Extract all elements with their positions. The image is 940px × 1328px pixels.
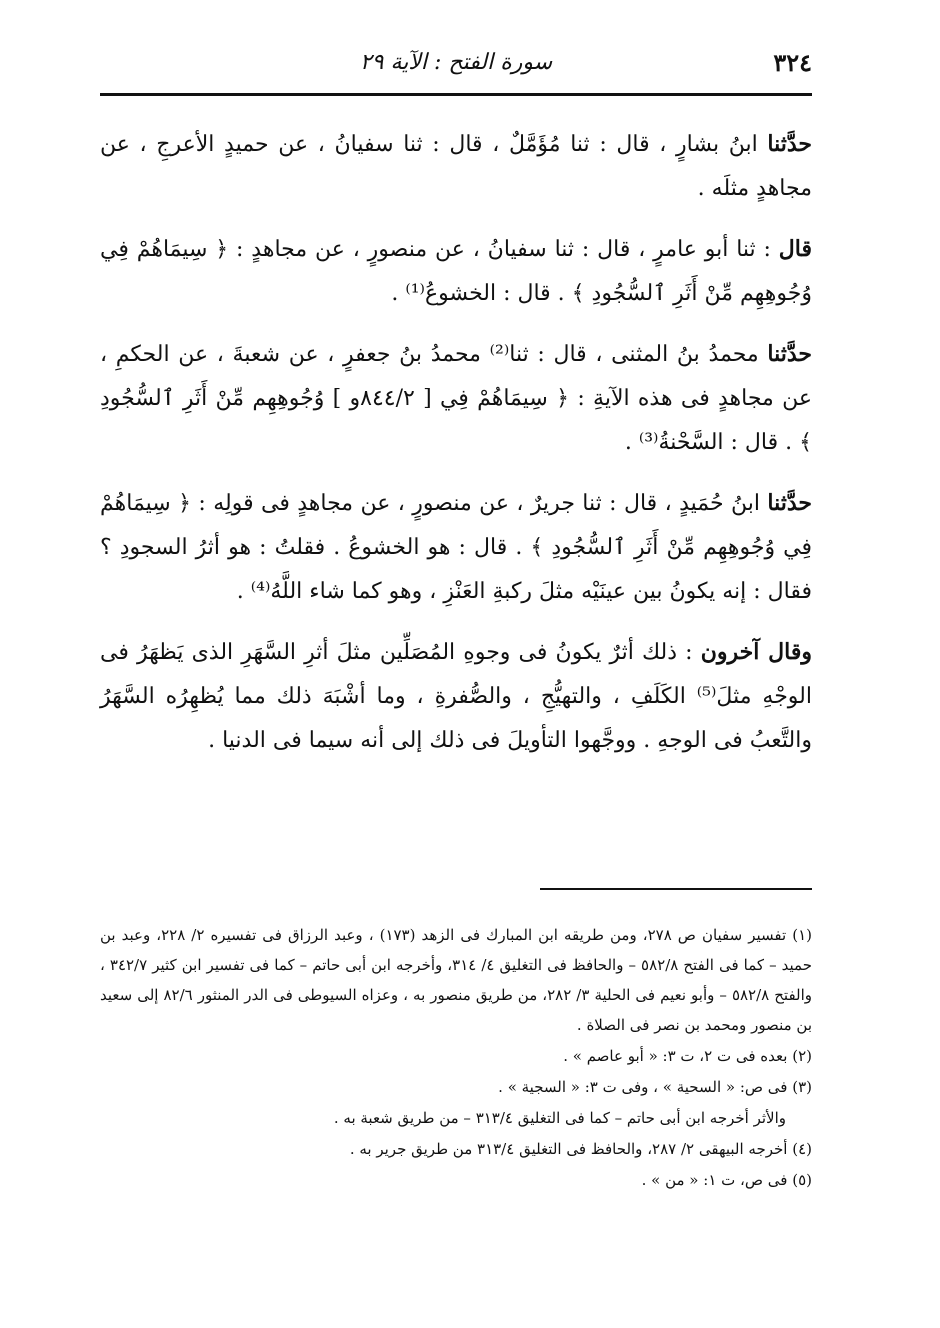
footnote: (٣) فى ص: « السحية » ، وفى ت ٣: « السجية » . <box>498 1078 812 1096</box>
paragraph-lead: وقال آخرون <box>700 639 812 665</box>
paragraph <box>100 481 812 614</box>
footnote: (٢) بعده فى ت ٢، ت ٣: « أبو عاصم » . <box>563 1047 812 1065</box>
footnote-continuation: والأثر أخرجه ابن أبى حاتم – كما فى التغليق ٣١٣/٤ – من طريق شعبة به . <box>333 1109 786 1127</box>
paragraph <box>100 332 812 465</box>
paragraph-text: : ذلك أثرٌ يكونُ فى وجوهِ المُصَلِّين مثلَ أثرِ السَّهَرِ الذى يَظهَرُ فى الوجْهِ مثلَ⁽⁵⁾ الكَلَفِ ، والتهيُّجِ ، والصُّفرةِ ، وما أشْبَهَ ذلك مما يُظهِرُه السَّهَرُ والتَّعبُ فى الوجهِ . ووجَّهوا التأويلَ فى ذلك إلى أنه سيما فى الدنيا . <box>100 640 812 753</box>
page-number: ٣٢٤ <box>773 48 812 77</box>
paragraph-text: ابنُ حُمَيدٍ ، قال : ثنا جريرٌ ، عن منصورٍ ، عن مجاهدٍ فى قولِه : ﴿ سِيمَاهُمْ فِي وُجُوهِهِم مِّنْ أَثَرِ ٱلسُّجُودِ ﴾ . قال : هو الخشوعُ . فقلتُ : هو أثرُ السجودِ ؟ فقال : إنه يكونُ بين عينَيْه مثلَ ركبةِ العَنْزِ ، وهو كما شاء اللَّهُ⁽⁴⁾ . <box>100 491 812 604</box>
paragraph <box>100 227 812 316</box>
paragraph <box>100 630 812 763</box>
footnotes <box>100 920 812 1196</box>
footnote: (٤) أخرجه البيهقى ٢/ ٢٨٧، والحافظ فى التغليق ٣١٣/٤ من طريق جرير به . <box>349 1140 812 1158</box>
footnotes-divider <box>540 888 812 890</box>
running-title: سورة الفتح : الآية ٢٩ <box>359 50 553 75</box>
page-header <box>100 44 812 88</box>
footnote: (٥) فى ص، ت ١: « من » . <box>641 1171 812 1189</box>
paragraph-lead: قال <box>778 236 812 262</box>
paragraph-lead: حدَّثنا <box>767 490 812 516</box>
paragraph-lead: حدَّثنا <box>767 341 812 367</box>
paragraph <box>100 122 812 211</box>
paragraph-text: محمدُ بنُ المثنى ، قال : ثنا⁽²⁾ محمدُ بنُ جعفرٍ ، عن شعبةَ ، عن الحكمِ ، عن مجاهدٍ فى هذه الآيةِ : ﴿ سِيمَاهُمْ فِي [ ٨٤٤/٢و ] وُجُوهِهِم مِّنْ أَثَرِ ٱلسُّجُودِ ﴾ . قال : السَّحْنةُ⁽³⁾ . <box>100 342 812 455</box>
header-divider <box>100 93 812 96</box>
paragraph-lead: حدَّثنا <box>767 131 812 157</box>
main-text <box>100 122 812 779</box>
paragraph-text: : ثنا أبو عامرٍ ، قال : ثنا سفيانُ ، عن منصورٍ ، عن مجاهدٍ : ﴿ سِيمَاهُمْ فِي وُجُوهِهِم مِّنْ أَثَرِ ٱلسُّجُودِ ﴾ . قال : الخشوعُ⁽¹⁾ . <box>100 237 812 306</box>
paragraph-text: ابنُ بشارٍ ، قال : ثنا مُؤَمَّلٌ ، قال : ثنا سفيانُ ، عن حميدٍ الأعرجِ ، عن مجاهدٍ مثلَه . <box>100 132 812 201</box>
footnote: (١) تفسير سفيان ص ٢٧٨، ومن طريقه ابن المبارك فى الزهد (١٧٣) ، وعبد الرزاق فى تفسيره ٢/ ٢٢٨، وعبد بن حميد – كما فى الفتح ٥٨٢/٨ – والحافظ فى التغليق ٤/ ٣١٤، وأخرجه ابن أبى حاتم – كما فى تفسير ابن كثير ٣٤٢/٧ ، والفتح ٥٨٢/٨ – وأبو نعيم فى الحلية ٣/ ٢٨٢، من طريق منصور به ، وعزاه السيوطى فى الدر المنثور ٨٢/٦ إلى سعيد بن منصور ومحمد بن نصر فى الصلاة . <box>100 926 813 1034</box>
